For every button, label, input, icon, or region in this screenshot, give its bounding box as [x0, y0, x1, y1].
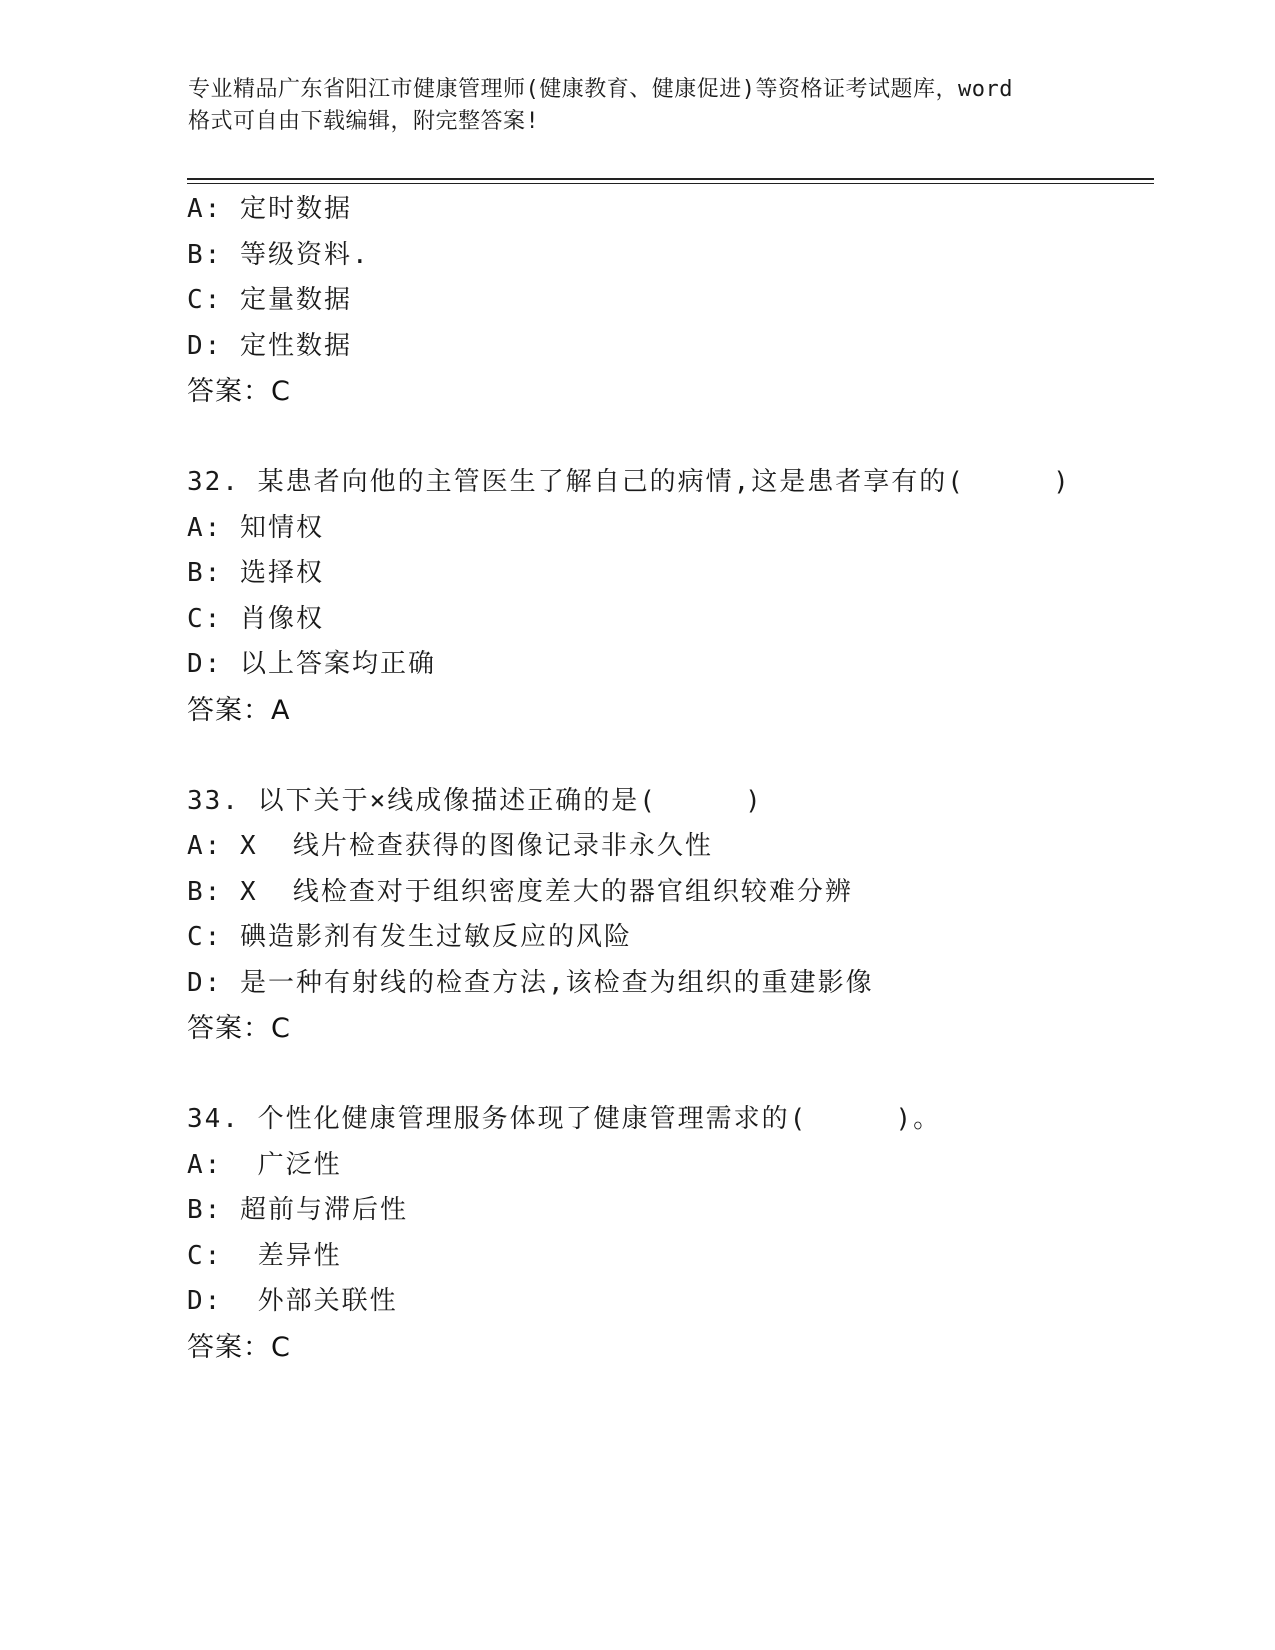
question-stem: 34. 个性化健康管理服务体现了健康管理需求的( )。 [187, 1104, 942, 1134]
option-d: D: 以上答案均正确 [187, 649, 436, 679]
option-a: A: 广泛性 [187, 1149, 342, 1180]
question-32 [187, 460, 1147, 733]
question-list [187, 187, 1147, 1370]
answer-line: 答案：C [187, 1331, 291, 1363]
answer-line: 答案：C [187, 376, 291, 407]
option-c: C: 定量数据 [187, 285, 352, 315]
page-header: 专业精品广东省阳江市健康管理师(健康教育、健康促进)等资格证考试题库，word 格式可自由下载编辑，附完整答案! [188, 77, 1013, 134]
answer-line: 答案：A [187, 694, 291, 726]
option-a: A: 定时数据 [187, 194, 352, 224]
question-34 [187, 1097, 1147, 1370]
option-b: B: 超前与滞后性 [187, 1195, 408, 1225]
question-31-continued [187, 187, 1147, 415]
option-a: A: X 线片检查获得的图像记录非永久性 [187, 831, 713, 861]
option-d: D: 是一种有射线的检查方法,该检查为组织的重建影像 [187, 967, 874, 998]
option-d: D: 定性数据 [187, 330, 352, 361]
option-d: D: 外部关联性 [187, 1286, 398, 1316]
spacer [187, 415, 1147, 461]
spacer [187, 733, 1147, 779]
header-rule-thick [187, 178, 1154, 180]
question-stem: 32. 某患者向他的主管医生了解自己的病情,这是患者享有的( ) [187, 467, 1071, 497]
option-c: C: 肖像权 [187, 603, 324, 634]
option-b: B: 等级资料. [187, 239, 370, 270]
question-33 [187, 779, 1147, 1052]
question-stem: 33. 以下关于×线成像描述正确的是( ) [187, 785, 763, 816]
header-rule-thin [187, 183, 1154, 184]
spacer [187, 1052, 1147, 1098]
option-b: B: 选择权 [187, 558, 324, 588]
option-c: C: 碘造影剂有发生过敏反应的风险 [187, 922, 632, 952]
option-c: C: 差异性 [187, 1240, 342, 1271]
option-a: A: 知情权 [187, 512, 324, 543]
answer-line: 答案：C [187, 1013, 291, 1044]
option-b: B: X 线检查对于组织密度差大的器官组织较难分辨 [187, 876, 853, 907]
